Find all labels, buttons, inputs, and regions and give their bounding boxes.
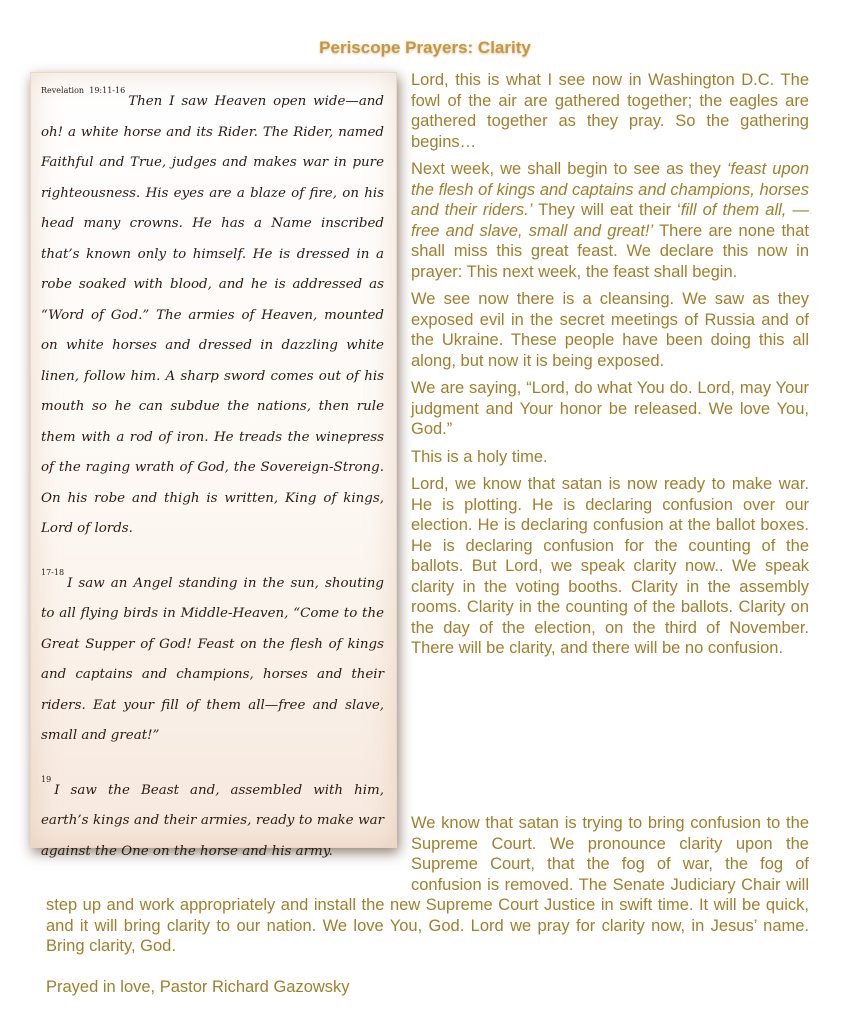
- scroll-wrap-spacer: [46, 813, 411, 875]
- prayer-paragraph: Lord, this is what I see now in Washington D.C. The fowl of the air are gathered together; the eagles are gathered together as they pray. So the gathering begins…: [411, 71, 809, 151]
- prayer-paragraph: [411, 159, 809, 282]
- verse-reference: 19: [41, 774, 52, 784]
- scripture-text: Then I saw Heaven open wide—and oh! a white horse and its Rider. The Rider, named Faithful and True, judges and makes war in pure righteousness. His eyes are a blaze of fire, on his head many crowns. He has a Name inscribed that’s known only to himself. He is dressed in a robe soaked with blood, and he is addressed as “Word of God.” The armies of Heaven, mounted on white horses and dressed in dazzling white linen, follow him. A sharp sword comes out of his mouth so he can subdue the nations, then rule them with a rod of iron. He treads the winepress of the raging wrath of God, the Sovereign-Strong. On his robe and thigh is written, King of kings, Lord of lords.: [41, 94, 384, 536]
- prayer-paragraph: This is a holy time.: [411, 447, 548, 466]
- prayer-paragraph: Lord, we know that satan is now ready to make war. He is plotting. He is declaring confusion over our election. He is declaring confusion at the ballot boxes. He is declaring confusion for the counting of the ballots. But Lord, we speak clarity now.. We speak clarity in the voting booths. Clarity in the assembly rooms. Clarity in the counting of the ballots. Clarity on the day of the election, on the third of November. There will be clarity, and there will be no confusion.: [411, 475, 809, 657]
- signature: Prayed in love, Pastor Richard Gazowsky: [46, 978, 350, 996]
- text-segment: They will eat their ‘: [532, 201, 681, 219]
- quoted-scripture: fill of them all, —free and slave, small and great!’: [411, 201, 809, 240]
- scripture-passage-1: [41, 87, 384, 545]
- scripture-text: I saw the Beast and, assembled with him, earth’s kings and their armies, ready to make war against the One on the horse and his army.: [41, 782, 384, 859]
- prayer-paragraph: We see now there is a cleansing. We saw as they exposed evil in the secret meetings of Russia and of the Ukraine. These people have been doing this all along, but now it is being exposed.: [411, 290, 809, 370]
- prayer-column: [411, 70, 809, 666]
- scripture-passage-2: [41, 569, 384, 752]
- verse-reference: 17-18: [41, 567, 65, 577]
- prayer-paragraph: We are saying, “Lord, do what You do. Lord, may Your judgment and Your honor be released. We love You, God.”: [411, 379, 809, 438]
- quoted-scripture: ‘feast upon the flesh of kings and captains and champions, horses and their riders.’: [411, 160, 809, 219]
- scripture-scroll: [30, 72, 397, 859]
- text-segment: Next week, we shall begin to see as they: [411, 160, 727, 178]
- verse-reference: Revelation 19:11-16: [41, 86, 126, 95]
- page-title: Periscope Prayers: Clarity: [319, 38, 531, 57]
- text-segment: There are none that shall miss this great feast. We declare this now in prayer: This next week, the feast shall begin.: [411, 221, 809, 281]
- prayer-paragraph-final: [46, 813, 809, 957]
- prayer-text: We know that satan is trying to bring confusion to the Supreme Court. We pronounce clarity upon the Supreme Court, that the fog of war, the fog of confusion is removed. The Senate Judiciary Chair will step up and work appropriately and install the new Supreme Court Justice in swift time. It will be quick, and it will bring clarity to our nation. We love You, God. Lord we pray for clarity now, in Jesus’ name. Bring clarity, God.: [46, 814, 809, 955]
- scripture-text: I saw an Angel standing in the sun, shouting to all flying birds in Middle-Heaven, “Come to the Great Supper of God! Feast on the flesh of kings and captains and champions, horses and their riders. Eat your fill of them all—free and slave, small and great!”: [41, 575, 384, 743]
